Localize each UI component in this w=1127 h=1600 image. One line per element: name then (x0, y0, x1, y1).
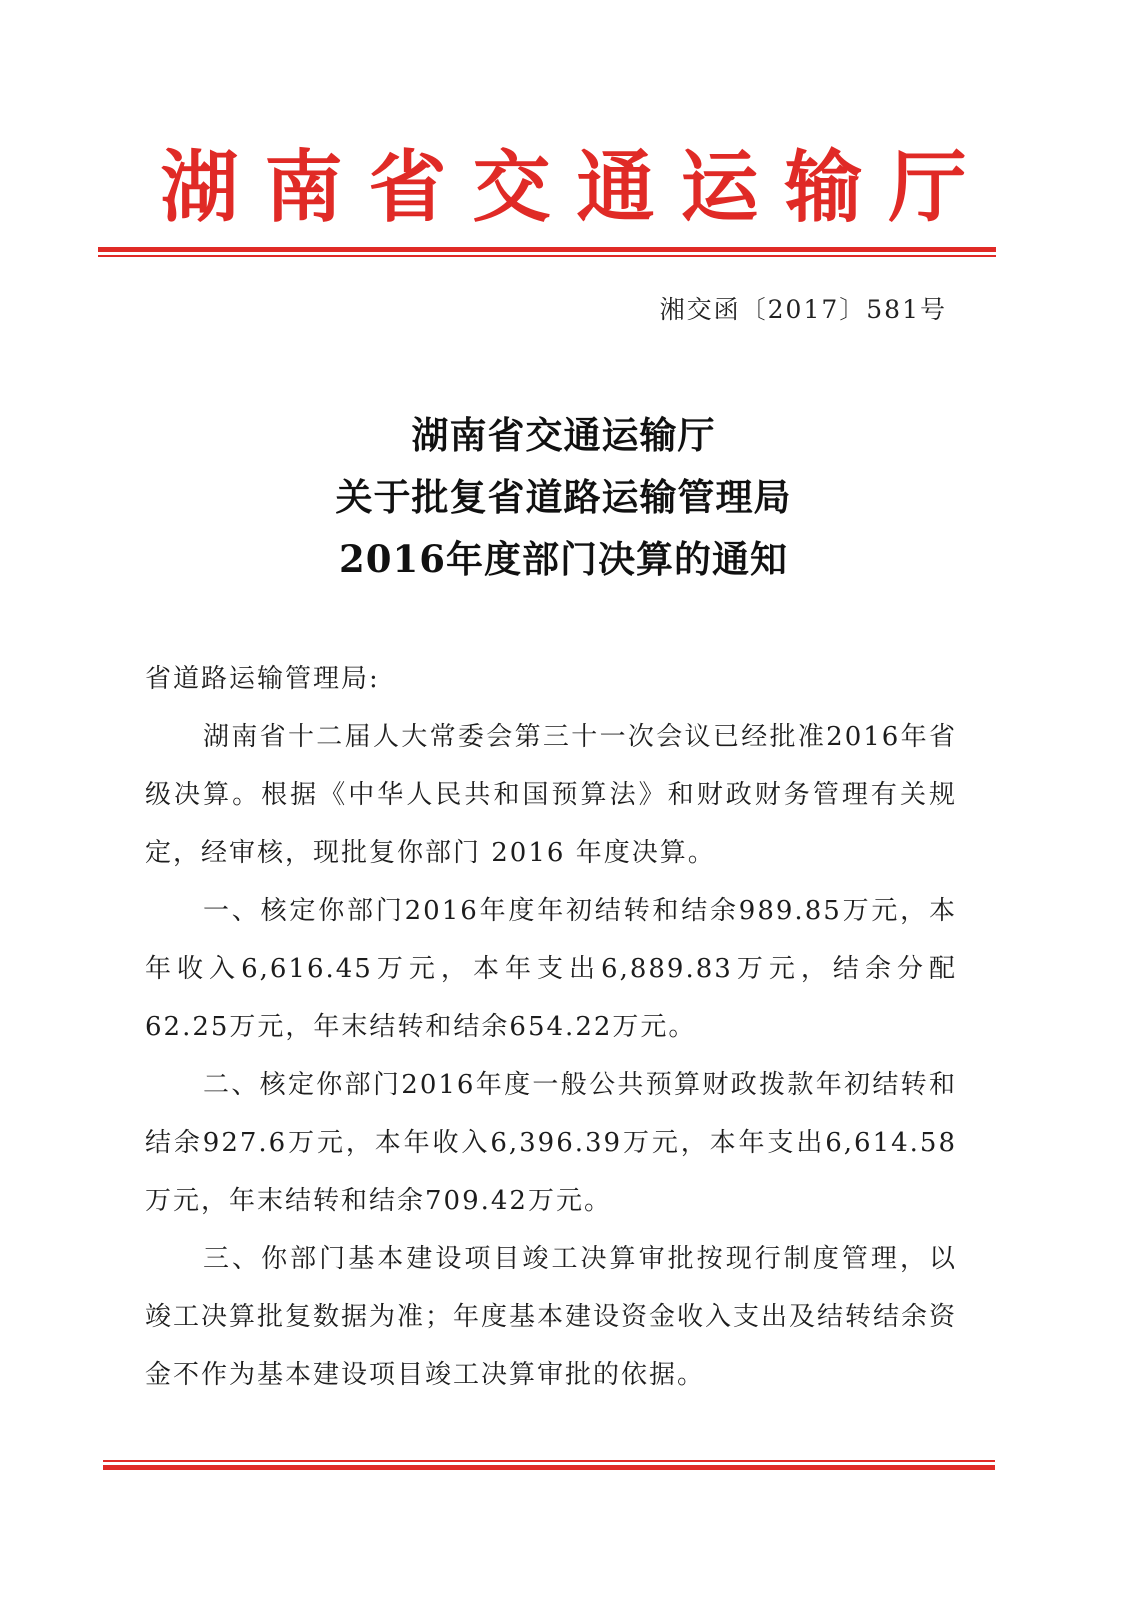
title-line-1: 湖南省交通运输厅 (411, 413, 716, 457)
body-paragraph: 一、核定你部门2016年度年初结转和结余989.85万元，本年收入6,616.45万元，本年支出6,889.83万元，结余分配62.25万元，年末结转和结余654.22万元。 (145, 896, 957, 1042)
body-paragraph: 湖南省十二届人大常委会第三十一次会议已经批准2016年省级决算。根据《中华人民共和国预算法》和财政财务管理有关规定，经审核，现批复你部门 2016 年度决算。 (145, 722, 957, 868)
divider-thick-line (103, 1465, 995, 1470)
body-paragraph: 三、你部门基本建设项目竣工决算审批按现行制度管理，以竣工决算批复数据为准；年度基本建设资金收入支出及结转结余资金不作为基本建设项目竣工决算审批的依据。 (145, 1244, 958, 1390)
addressee: 省道路运输管理局: (145, 664, 380, 694)
masthead-divider (98, 247, 996, 257)
divider-thin-line (98, 255, 996, 257)
divider-thin-line (103, 1460, 995, 1462)
document-body (145, 650, 957, 1404)
masthead-issuer: 湖南省交通运输厅 (160, 142, 993, 233)
title-line-3: 2016年度部门决算的通知 (339, 537, 788, 581)
document-number: 湘交函〔2017〕581号 (659, 295, 947, 324)
footer-divider (103, 1460, 995, 1470)
body-paragraph: 二、核定你部门2016年度一般公共预算财政拨款年初结转和结余927.6万元，本年收入6,396.39万元，本年支出6,614.58万元，年末结转和结余709.42万元。 (145, 1070, 957, 1216)
document-title (0, 404, 1127, 590)
title-line-2: 关于批复省道路运输管理局 (335, 475, 792, 519)
divider-thick-line (98, 247, 996, 252)
